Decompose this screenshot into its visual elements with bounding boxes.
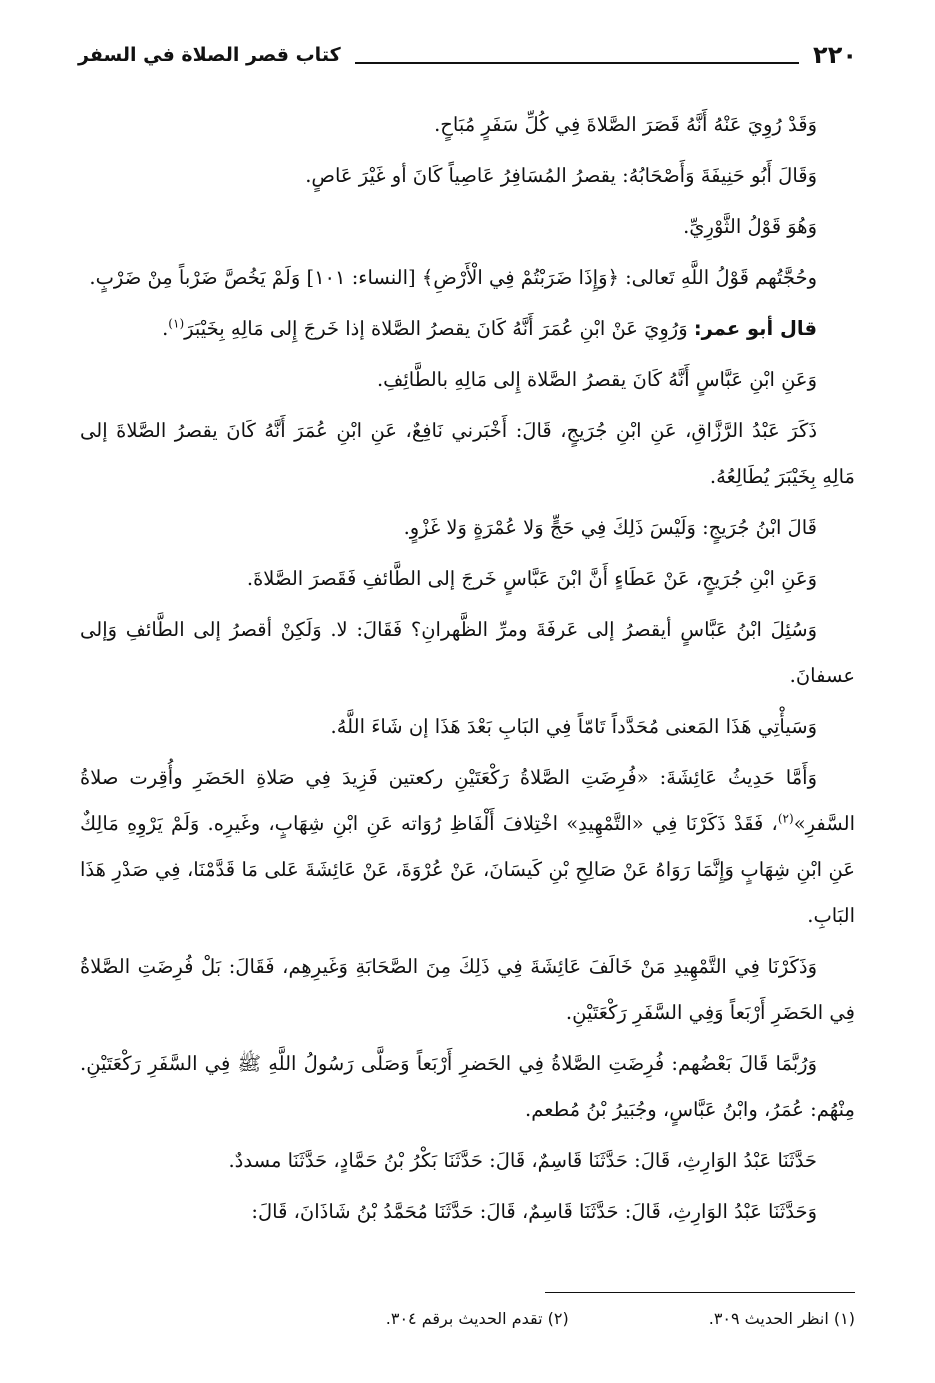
paragraph: وَعَنِ ابْنِ جُرَيجٍ، عَنْ عَطَاءٍ أَنَّ ابْنَ عَبَّاسٍ خَرجَ إلى الطَّائفِ فَقَصرَ الصَّلاةَ. (246, 567, 817, 590)
footnote-ref[interactable]: (٢) (777, 811, 794, 826)
paragraph: وَقَدْ رُوِيَ عَنْهُ أَنَّهُ قَصَرَ الصَّلاةَ فِي كُلِّ سَفَرٍ مُبَاحٍ. (434, 113, 817, 136)
speaker-lead: قال أبو عمر: (693, 317, 817, 340)
paragraph: وَحَدَّثَنَا عَبْدُ الوَارِثِ، قَالَ: حَدَّثَنَا قَاسِمٌ، قَالَ: حَدَّثَنَا مُحَمَّدُ بْنُ شَاذَانَ، قَالَ: (251, 1200, 817, 1223)
paragraph: وَقَالَ أَبُو حَنِيفَةَ وَأَصْحَابُهُ: يقصرُ المُسَافِرُ عَاصِياً كَانَ أو غَيْرَ عَاصٍ. (305, 164, 817, 187)
paragraph: وَذَكَرْنَا فِي التَّمْهِيدِ مَنْ خَالَفَ عَائِشَةَ فِي ذَلِكَ مِنَ الصَّحَابَةِ وَغَيرِهِم، فَقَالَ: بَلْ فُرِضَتِ الصَّلاةُ فِي الحَضَرِ أَرْبَعاً وَفِي السَّفَرِ رَكْعَتَيْنِ. (80, 955, 855, 1024)
page-header (78, 32, 857, 70)
footnote-separator (545, 1292, 855, 1293)
paragraph: وَعَنِ ابْنِ عَبَّاسٍ أَنَّهُ كَانَ يقصرُ الصَّلاة إِلى مَالِهِ بالطَّائِفِ. (376, 368, 817, 391)
paragraph: حَدَّثَنَا عَبْدُ الوَارِثِ، قَالَ: حَدَّثَنَا قَاسِمٌ، قَالَ: حَدَّثَنَا بَكْرُ بْنُ حَمَّادٍ، حَدَّثَنَا مسددٌ. (228, 1149, 817, 1172)
footnote-row (80, 1307, 855, 1331)
paragraph: وَرُبَّمَا قَالَ بَعْضُهم: فُرِضَتِ الصَّلاةُ فِي الحَضرِ أَرْبَعاً وَصَلَّى رَسُولُ اللَّهِ ﷺ فِي السَّفَرِ رَكْعَتَيْنِ. مِنْهُم: عُمَرُ، وابْنُ عَبَّاسٍ، وجُبَيرُ بْنُ مُطعم. (80, 1052, 855, 1121)
paragraph: وحُجَّتُهم قَوْلُ اللَّهِ تَعالى: ﴿وَإِذَا ضَرَبْتُمْ فِي الْأَرْضِ﴾ [النساء: ١٠١] وَلَمْ يَخُصَّ ضَرْباً مِنْ ضَرْبٍ. (89, 266, 817, 289)
header-rule (355, 62, 799, 64)
paragraph: وَسُئِلَ ابْنُ عَبَّاسٍ أيقصرُ إلى عَرفَةَ ومرِّ الظَّهرانِ؟ فَقَالَ: لا. وَلَكِنْ أقصرُ إلى الطَّائفِ وَإلى عسفانَ. (80, 618, 855, 687)
chapter-title: كتاب قصر الصلاة في السفر (78, 44, 341, 66)
paragraph: وَهُوَ قَوْلُ الثَّوْرِيِّ. (683, 215, 817, 238)
paragraph: وَسَيأْتِي هَذَا المَعنى مُحَدَّداً تَامّاً فِي البَابِ بَعْدَ هَذَا إن شَاءَ اللَّهُ. (330, 715, 817, 738)
footnote-ref[interactable]: (١) (168, 316, 185, 331)
footnotes (80, 1292, 855, 1331)
page-number: ٢٢٠ (813, 41, 857, 69)
paragraph: قَالَ ابْنُ جُرَيجٍ: وَلَيْسَ ذَلِكَ فِي حَجٍّ وَلا عُمْرَةٍ وَلا غَزْوٍ. (403, 516, 817, 539)
main-text (80, 102, 855, 1240)
paragraph: وَأَمَّا حَدِيثُ عَائِشَةَ: «فُرِضَتِ الصَّلاةُ رَكْعَتَيْنِ ركعتين فَزِيدَ فِي صَلاةِ الحَضَرِ وأُقِرت صلاةُ السَّفرِ»$^{(٢)}$، فَقَدْ ذَكَرْنَا فِي «التَّمْهِيدِ» اخْتِلافَ أَلْفَاظِ رُوَاته عَنِ ابْنِ شِهَابٍ، وغَيرِه. وَلَمْ يَرْوِهِ مَالِكٌ عَنِ ابْنِ شِهَابٍ وَإِنَّمَا رَوَاهُ عَنْ صَالِحِ بْنِ كَيسَانَ، عَنْ عُرْوَةَ، عَنْ عَائِشَةَ عَلى مَا قَدَّمْنَا، فِي صَدْرِ هَذَا البَابِ. (80, 766, 855, 927)
paragraph: ذَكَرَ عَبْدُ الرَّزَّاقِ، عَنِ ابْنِ جُرَيجٍ، قَالَ: أَخْبَرني نَافِعٌ، عَنِ ابْنِ عُمَرَ أَنَّهُ كَانَ يقصرُ الصَّلاةَ إلى مَالِهِ بِخَيْبَرَ يُطَالِعُهُ. (80, 419, 855, 488)
footnote-1: (١) انظر الحديث ٣٠٩. (708, 1309, 855, 1328)
footnote-2: (٢) تقدم الحديث برقم ٣٠٤. (385, 1309, 569, 1328)
paragraph: قال أبو عمر: وَرُوِيَ عَنْ ابْنِ عُمَرَ أَنَّهُ كَانَ يقصرُ الصَّلاة إذا خَرجَ إِلى مَالِهِ بِخَيْبَرَ$^{(١)}$. (162, 316, 817, 340)
